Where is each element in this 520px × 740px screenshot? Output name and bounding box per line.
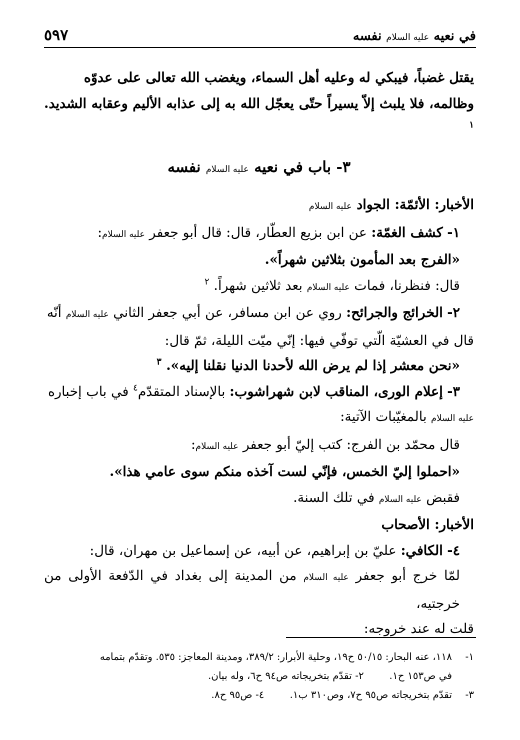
- chapter-honorific: عليه السلام: [205, 164, 249, 175]
- running-title: [353, 29, 476, 44]
- item-2-source: الخرائج والجرائح:: [346, 305, 443, 321]
- running-title-end: نفسه: [352, 29, 382, 44]
- item-4-line-3: قلت له عند خروجه:: [363, 621, 474, 637]
- item-1-quote: «الفرج بعد المأمون بثلاثين شهراً».: [264, 252, 460, 268]
- item-3-line-2-honorific: عليه السلام: [431, 414, 474, 424]
- footnote-ref-2: ٢: [204, 277, 210, 287]
- item-3-narration-end: :: [190, 436, 196, 453]
- item-4-line-2-end: من المدينة إلى بغداد في الدّفعة الأولى من خرجتيه،: [44, 568, 460, 612]
- item-1-narration: [44, 274, 474, 302]
- footnote-1-number: ١-: [465, 652, 474, 663]
- page-number: ٥٩٧: [44, 26, 69, 44]
- footnote-1-line-2: [44, 667, 474, 686]
- item-2-line-1: [44, 301, 474, 329]
- item-3-quote: «احملوا إليّ الخمس، فإنّي لست آخذه منكم سوى عامي هذا».: [109, 464, 460, 480]
- footnote-3-line: [44, 686, 474, 705]
- intro-line-2-text: وظالمه، فلا يلبث إلاّ يسيراً حتّى يعجّل الله به إلى عذابه الأليم وعقابه الشديد.: [44, 95, 474, 112]
- item-3-number: ٣-: [447, 383, 460, 400]
- footnote-ref-1: ١: [469, 120, 474, 131]
- item-3-source: إعلام الورى، المناقب لابن شهراشوب:: [229, 383, 443, 400]
- footnote-1-text: ١١٨، عنه البحار: ٥٠/١٥ ح١٩، وحلية الأبرار: ٣٨٩/٢، ومدينة المعاجز: ٥٣٥. وتقدّم بتمامه: [99, 652, 452, 663]
- footnote-2-text: تقدّم بتخريجاته ص٩٤ ح٦، وله بيان.: [207, 671, 352, 682]
- footnote-rule: [286, 637, 476, 638]
- header-rule: [44, 47, 476, 48]
- section-heading-imams: [44, 193, 474, 221]
- footnote-ref-4: ٤: [132, 383, 138, 393]
- item-3-text-end: في باب إخباره: [47, 383, 129, 400]
- item-4-line-1: [44, 539, 474, 565]
- section-heading-companions: الأخبار: الأصحاب: [381, 517, 474, 533]
- footnote-3-number: ٣-: [465, 690, 474, 701]
- item-1-narration-end: بعد ثلاثين شهراً.: [213, 277, 303, 294]
- item-2-line-2: قال في العشيّة الّتي توفّي فيها: إنّي ميّت الليلة، ثمّ قال:: [164, 332, 474, 349]
- item-3-narration: [44, 433, 474, 461]
- item-2-number: ٢-: [447, 305, 460, 321]
- item-2-text-end: أنّه: [46, 305, 62, 321]
- chapter-title-end: نفسه: [167, 157, 201, 176]
- footnote-4-number: ٤-: [255, 690, 265, 701]
- item-1-honorific: عليه السلام: [102, 229, 145, 240]
- section-heading-honorific: عليه السلام: [308, 202, 352, 212]
- item-2-honorific: عليه السلام: [65, 310, 109, 320]
- item-2-quote-text: «نحن معشر إذا لم يرض الله لأحدنا الدنيا نقلنا إليه».: [166, 358, 460, 374]
- footnote-ref-3: ٣: [156, 357, 162, 368]
- item-3-closing: [44, 486, 474, 514]
- item-3-narration-honorific: عليه السلام: [195, 441, 239, 452]
- running-title-text: في نعيه: [433, 29, 476, 44]
- item-2-quote: [44, 354, 474, 380]
- item-1-text-end: :: [97, 224, 103, 241]
- item-1-source: كشف الغمّة:: [371, 224, 443, 241]
- item-4-line-2: [44, 564, 474, 617]
- item-3-line-2: [44, 405, 474, 433]
- running-title-honorific: عليه السلام: [386, 33, 430, 43]
- item-3-narration-text: قال محمّد بن الفرج: كتب إليّ أبو جعفر: [242, 436, 460, 453]
- item-3-line-1: [44, 380, 474, 406]
- section-heading-imams-text: الأخبار: الأئمّة: الجواد: [356, 197, 474, 213]
- item-3-text: بالإسناد المتقدّم: [137, 383, 226, 400]
- item-3-closing-honorific: عليه السلام: [378, 494, 422, 505]
- item-4-number: ٤-: [447, 542, 460, 559]
- footnote-1-line-1: [44, 648, 474, 667]
- item-4-source: الكافي:: [400, 542, 443, 559]
- footnote-1-text-2: في ص١٥٣ ح١.: [389, 671, 452, 682]
- intro-line-1: يقتل غضباً، فيبكي له وعليه أهل السماء، ويغضب الله تعالى على عدوّه: [83, 70, 474, 86]
- item-4-text: عليّ بن إبراهيم، عن أبيه، عن إسماعيل بن مهران، قال:: [89, 542, 397, 559]
- chapter-title-text: ٣- باب في نعيه: [254, 157, 351, 176]
- item-1-narration-text: قال: فنظرنا، فمات: [354, 277, 460, 294]
- footnote-3-text: تقدّم بتخريجاته ص٩٥ ح٧، وص٣١٠ ب١.: [289, 690, 452, 701]
- item-1-number: ١-: [447, 224, 460, 241]
- page-body: [44, 66, 474, 643]
- item-4-line-2-text: لمّا خرج أبو جعفر: [355, 568, 460, 584]
- item-3-closing-end: في تلك السنة.: [293, 489, 375, 506]
- page-header: [44, 22, 476, 44]
- item-2-text: روي عن ابن مسافر، عن أبي جعفر الثاني: [113, 305, 342, 321]
- item-1-line-1: [44, 221, 474, 249]
- item-3-closing-text: فقبض: [426, 489, 460, 506]
- intro-line-2: [44, 92, 474, 143]
- chapter-title: [44, 155, 474, 184]
- footnotes: [44, 648, 474, 705]
- footnote-4-text: ص٩٥ ح٨.: [211, 690, 253, 701]
- item-1-text: عن ابن بزيع العطّار، قال: قال أبو جعفر: [149, 224, 367, 241]
- item-1-narration-honorific: عليه السلام: [306, 282, 350, 293]
- item-3-line-2-text: بالمغيّبات الآتية:: [340, 409, 427, 425]
- footnote-2-number: ٢-: [355, 671, 364, 682]
- item-4-line-2-honorific: عليه السلام: [303, 573, 349, 583]
